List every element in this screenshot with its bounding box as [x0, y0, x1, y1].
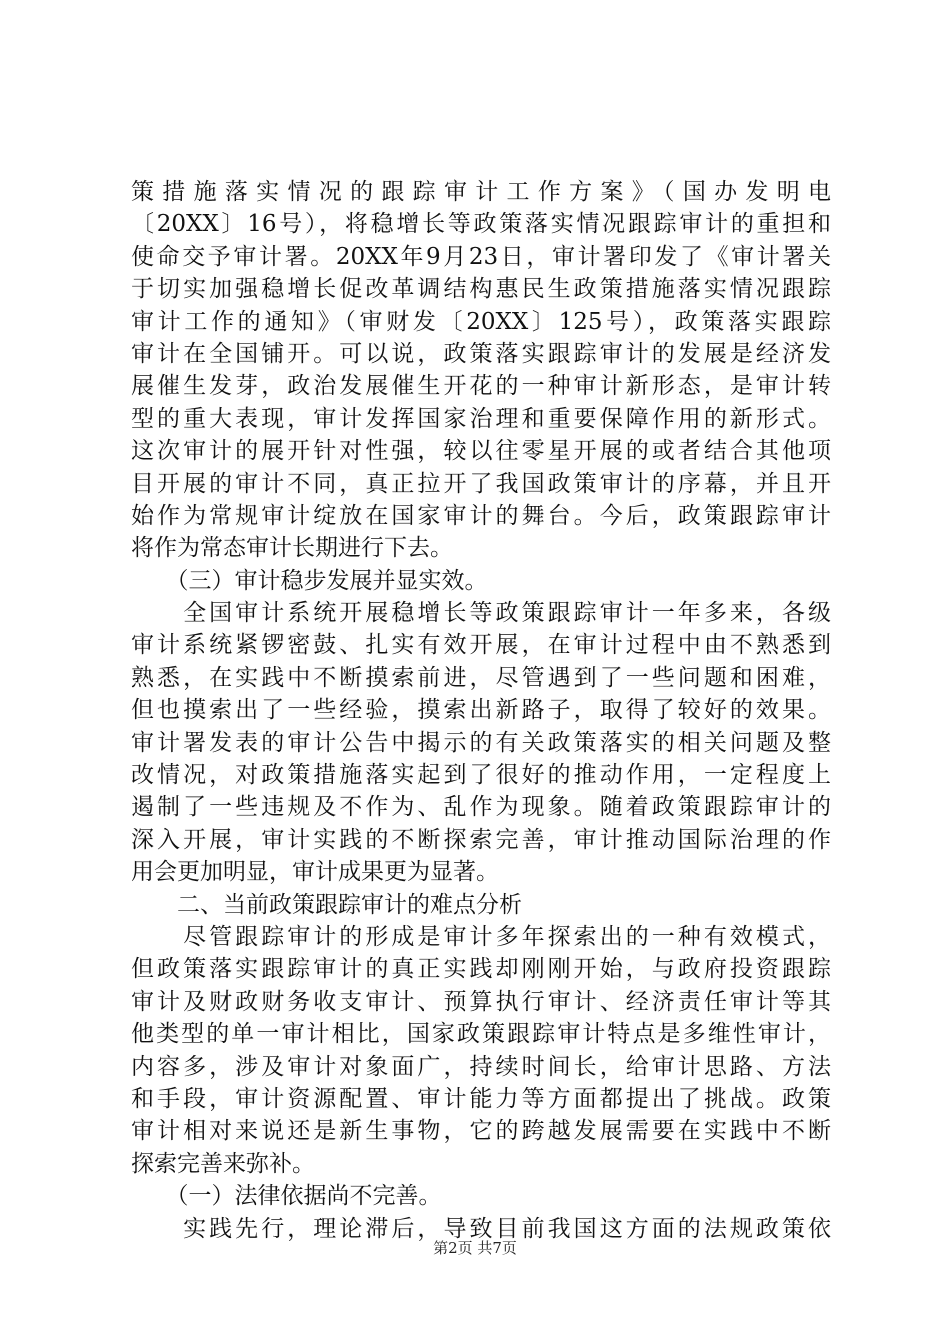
text-line: 实践先行，理论滞后，导致目前我国这方面的法规政策依 [131, 1215, 831, 1242]
section-heading: 二、当前政策跟踪审计的难点分析 [131, 891, 522, 918]
text-line: 遏制了一些违规及不作为、乱作为现象。随着政策跟踪审计的 [131, 794, 831, 821]
text-line: 审计署发表的审计公告中揭示的有关政策落实的相关问题及整 [131, 729, 831, 756]
text-line: 这次审计的展开针对性强，较以往零星开展的或者结合其他项 [131, 438, 831, 465]
text-line: 审计系统紧锣密鼓、扎实有效开展，在审计过程中由不熟悉到 [131, 632, 831, 659]
text-line: 熟悉，在实践中不断摸索前进，尽管遇到了一些问题和困难， [131, 664, 831, 691]
text-line: 审计在全国铺开。可以说，政策落实跟踪审计的发展是经济发 [131, 340, 831, 367]
text-line: 〔20XX〕16号），将稳增长等政策落实情况跟踪审计的重担和 [131, 211, 831, 238]
text-line: 策措施落实情况的跟踪审计工作方案》（国办发明电 [131, 179, 831, 205]
text-line: 用会更加明显，审计成果更为显著。 [131, 859, 499, 886]
section-heading: （一）法律依据尚不完善。 [131, 1183, 442, 1210]
text-line: 全国审计系统开展稳增长等政策跟踪审计一年多来，各级 [131, 600, 831, 627]
text-line: 他类型的单一审计相比，国家政策跟踪审计特点是多维性审计， [131, 1021, 831, 1048]
text-line: 展催生发芽，政治发展催生开花的一种审计新形态，是审计转 [131, 373, 831, 400]
text-line: 内容多，涉及审计对象面广，持续时间长，给审计思路、方法 [131, 1053, 831, 1080]
text-line: 审计及财政财务收支审计、预算执行审计、经济责任审计等其 [131, 988, 831, 1015]
text-line: 于切实加强稳增长促改革调结构惠民生政策措施落实情况跟踪 [131, 276, 831, 303]
text-line: 但政策落实跟踪审计的真正实践却刚刚开始，与政府投资跟踪 [131, 956, 831, 983]
text-line: 始作为常规审计绽放在国家审计的舞台。今后，政策跟踪审计 [131, 502, 831, 529]
text-line: 和手段，审计资源配置、审计能力等方面都提出了挑战。政策 [131, 1085, 831, 1112]
text-line: 将作为常态审计长期进行下去。 [131, 535, 453, 562]
text-line: 目开展的审计不同，真正拉开了我国政策审计的序幕，并且开 [131, 470, 831, 497]
text-line: 尽管跟踪审计的形成是审计多年探索出的一种有效模式， [131, 923, 831, 950]
text-line: 型的重大表现，审计发挥国家治理和重要保障作用的新形式。 [131, 405, 831, 432]
text-line: 使命交予审计署。20XX年9月23日，审计署印发了《审计署关 [131, 243, 831, 270]
text-line: 但也摸索出了一些经验，摸索出新路子，取得了较好的效果。 [131, 697, 831, 724]
text-line: 探索完善来弥补。 [131, 1150, 315, 1177]
text-line: 审计工作的通知》（审财发〔20XX〕125号），政策落实跟踪 [131, 308, 831, 335]
body-text [131, 176, 831, 1245]
text-line: 改情况，对政策措施落实起到了很好的推动作用，一定程度上 [131, 762, 831, 789]
page-footer: 第2页 共7页 [433, 1239, 517, 1257]
text-line: 深入开展，审计实践的不断探索完善，审计推动国际治理的作 [131, 826, 831, 853]
text-line: 审计相对来说还是新生事物，它的跨越发展需要在实践中不断 [131, 1118, 831, 1145]
section-heading: （三）审计稳步发展并显实效。 [131, 567, 488, 594]
